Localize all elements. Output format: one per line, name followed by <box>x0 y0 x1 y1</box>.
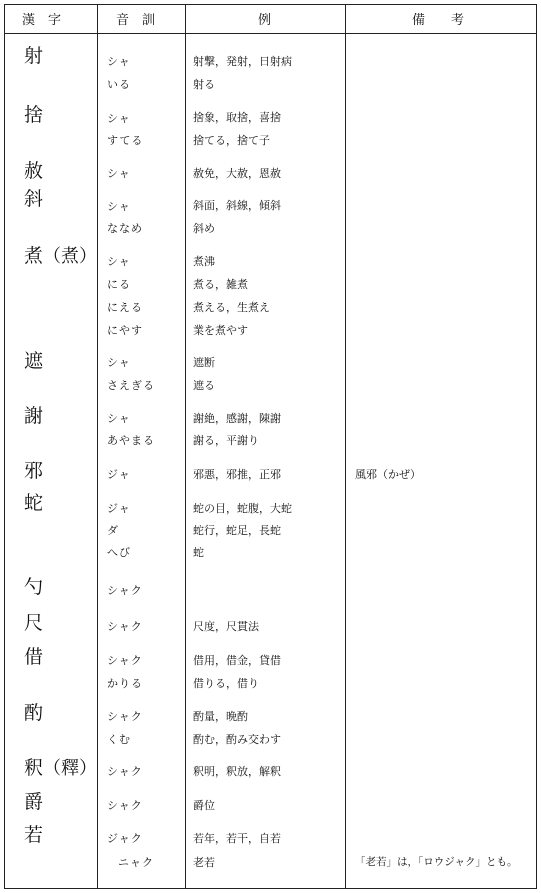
entry-reading: ダ <box>107 524 119 537</box>
entry-example: 釈明，釈放，解釈 <box>193 765 281 778</box>
entry-reading: シャ <box>107 200 131 213</box>
entry-kanji: 酌 <box>24 702 44 724</box>
entry-reading: すてる <box>107 134 144 147</box>
entry-example: 蛇の目，蛇腹，大蛇 <box>193 502 292 515</box>
entry-reading: へび <box>107 546 131 559</box>
entry-example: 邪悪，邪推，正邪 <box>193 468 281 481</box>
old-form: （釋） <box>43 758 98 779</box>
entry-kanji: 遮 <box>24 350 44 372</box>
entry-kanji: 勺 <box>24 576 44 598</box>
entry-reading: ジャ <box>107 502 131 515</box>
entry-example: 謝る，平謝り <box>193 434 259 447</box>
entry-reading: ジャ <box>107 468 131 481</box>
entry-example: 蛇行，蛇足，長蛇 <box>193 524 281 537</box>
entry-reading: シャク <box>107 799 143 812</box>
entry-kanji: 蛇 <box>24 492 44 514</box>
entry-example: 借用，借金，貸借 <box>193 654 281 667</box>
entry-reading: くむ <box>107 733 131 746</box>
entry-example: 射撃，発射，日射病 <box>193 55 292 68</box>
entry-reading: シャ <box>107 55 131 68</box>
entry-example: 酌量，晩酌 <box>193 710 248 723</box>
entry-reading: シャ <box>107 167 131 180</box>
entry-reading: いる <box>107 78 131 91</box>
entry-example: 遮断 <box>193 356 215 369</box>
header-divider <box>4 33 537 34</box>
entry-kanji: 赦 <box>24 160 44 182</box>
entry-example: 煮沸 <box>193 255 215 268</box>
entry-example: 老若 <box>193 856 215 869</box>
entry-kanji: 若 <box>24 824 44 846</box>
entry-reading: にやす <box>107 324 143 337</box>
entry-example: 尺度，尺貫法 <box>193 620 259 633</box>
header-remarks: 備 考 <box>412 13 465 28</box>
column-divider <box>97 4 98 889</box>
entry-reading: シャク <box>107 654 143 667</box>
entry-note: 風邪（かぜ） <box>355 468 421 481</box>
entry-reading: シャク <box>107 765 143 778</box>
entry-kanji: 釈（釋） <box>24 757 98 779</box>
entry-example: 斜面，斜線，傾斜 <box>193 199 281 212</box>
entry-reading: にえる <box>107 301 143 314</box>
entry-example: 酌む，酌み交わす <box>193 733 281 746</box>
entry-example: 捨てる，捨て子 <box>193 134 270 147</box>
entry-note: 「老若」は，「ロウジャク」とも。 <box>355 856 518 868</box>
entry-example: 煮える，生煮え <box>193 301 270 314</box>
entry-reading: あやまる <box>107 434 155 447</box>
entry-example: 斜め <box>193 222 215 235</box>
entry-reading: さえぎる <box>107 379 155 392</box>
entry-example: 蛇 <box>193 546 204 559</box>
entry-reading: シャ <box>107 112 131 125</box>
entry-reading: にる <box>107 278 131 291</box>
entry-example: 捨象，取捨，喜捨 <box>193 111 281 124</box>
entry-kanji: 射 <box>24 45 44 67</box>
entry-reading: シャ <box>107 412 131 425</box>
entry-kanji: 尺 <box>24 612 44 634</box>
entry-reading: シャク <box>107 620 143 633</box>
entry-example: 謝絶，感謝，陳謝 <box>193 412 281 425</box>
entry-reading: シャ <box>107 356 131 369</box>
entry-kanji: 謝 <box>24 405 44 427</box>
column-divider <box>345 4 346 889</box>
entry-reading: かりる <box>107 677 143 690</box>
entry-reading: シャ <box>107 255 131 268</box>
entry-kanji: 爵 <box>24 791 44 813</box>
entry-example: 赦免，大赦，恩赦 <box>193 167 281 180</box>
entry-example: 借りる，借り <box>193 677 259 690</box>
header-reading: 音 訓 <box>116 13 156 28</box>
entry-example: 煮る，雑煮 <box>193 278 248 291</box>
entry-example: 射る <box>193 78 215 91</box>
entry-example: 若年，若干，自若 <box>193 832 281 845</box>
entry-example: 業を煮やす <box>193 324 248 337</box>
entry-kanji: 邪 <box>24 460 44 482</box>
entry-reading: ジャク <box>107 832 143 845</box>
entry-kanji: 借 <box>24 646 44 668</box>
entry-reading: シャク <box>107 584 143 597</box>
entry-reading: ななめ <box>107 222 143 235</box>
old-form: （煮） <box>43 246 98 267</box>
entry-example: 遮る <box>193 379 215 392</box>
entry-kanji: 斜 <box>24 188 44 210</box>
header-example: 例 <box>258 13 272 28</box>
entry-kanji: 捨 <box>24 104 44 126</box>
entry-example: 爵位 <box>193 799 215 812</box>
entry-reading: ニャク <box>118 856 154 869</box>
entry-reading: シャク <box>107 710 143 723</box>
entry-kanji: 煮（煮） <box>24 245 98 267</box>
column-divider <box>185 4 186 889</box>
header-kanji: 漢 字 <box>22 13 62 28</box>
